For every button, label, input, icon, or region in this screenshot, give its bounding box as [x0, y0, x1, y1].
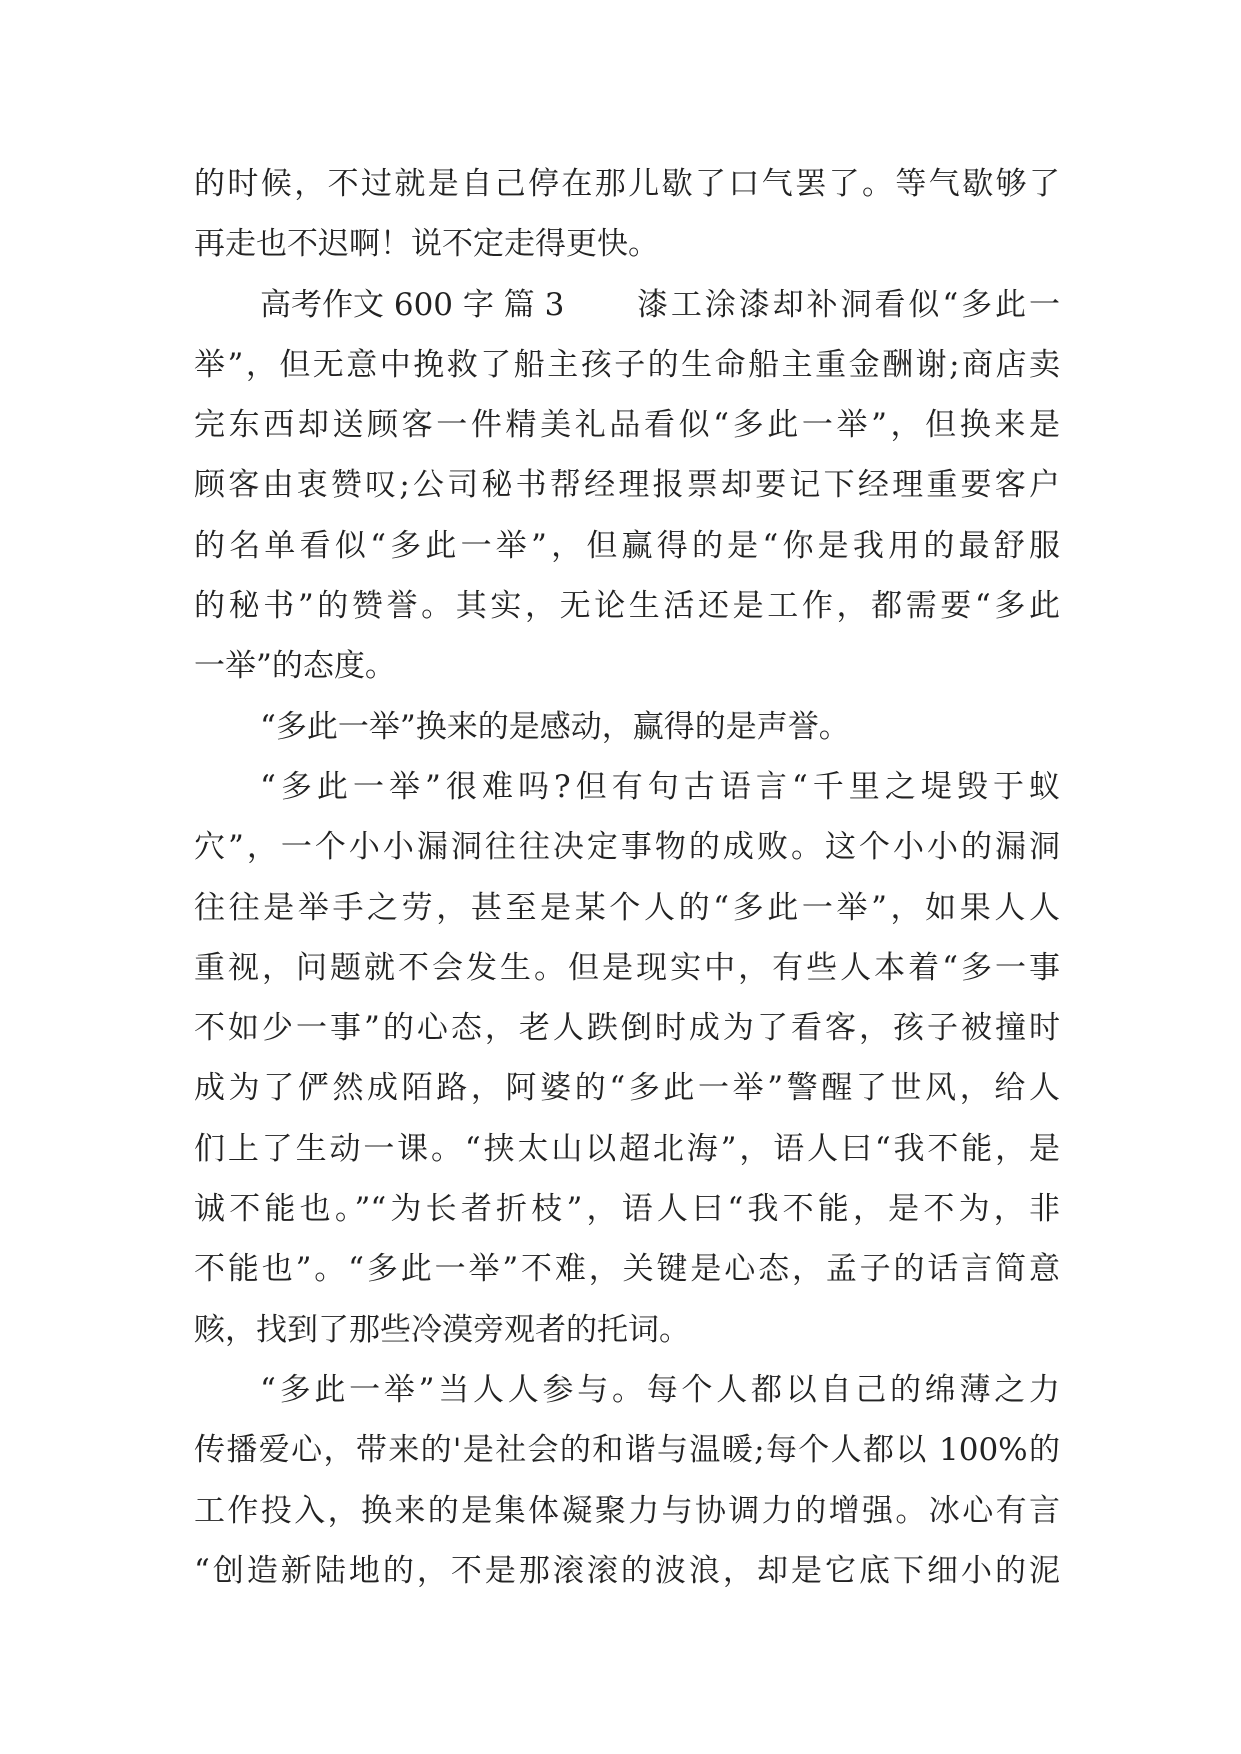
paragraph-lead-text: 漆工涂漆却补洞看似“多此一	[637, 286, 1060, 323]
text-line: 重视，问题就不会发生。但是现实中，有些人本着“多一事	[194, 949, 1060, 986]
text-line: 的名单看似“多此一举”，但赢得的是“你是我用的最舒服	[194, 527, 1060, 564]
text-line: 再走也不迟啊！说不定走得更快。	[194, 226, 659, 263]
paragraph	[194, 1360, 1060, 1601]
text-line: 的秘书”的赞誉。其实，无论生活还是工作，都需要“多此	[194, 588, 1060, 625]
text-line: 不能也”。“多此一举”不难，关键是心态，孟子的话言简意	[194, 1251, 1060, 1288]
text-line: 诚不能也。”“为长者折枝”，语人曰“我不能，是不为，非	[194, 1191, 1060, 1228]
essay-heading: 高考作文 600 字 篇 3	[260, 286, 565, 323]
text-line: “多此一举”换来的是感动，赢得的是声誉。	[260, 708, 850, 745]
text-line: 举”，但无意中挽救了船主孩子的生命船主重金酬谢;商店卖	[194, 346, 1060, 383]
text-line: 传播爱心，带来的'是社会的和谐与温暖;每个人都以 100%的	[194, 1432, 1060, 1469]
text-line: 一举”的态度。	[194, 648, 396, 685]
text-line: 穴”，一个小小漏洞往往决定事物的成败。这个小小的漏洞	[194, 829, 1060, 866]
text-line: “创造新陆地的，不是那滚滚的波浪，却是它底下细小的泥	[194, 1552, 1060, 1589]
text-line: “多此一举”当人人参与。每个人都以自己的绵薄之力	[260, 1371, 1060, 1408]
text-line: 不如少一事”的心态，老人跌倒时成为了看客，孩子被撞时	[194, 1010, 1060, 1047]
text-line: 往往是举手之劳，甚至是某个人的“多此一举”，如果人人	[194, 889, 1060, 926]
text-line: 赅，找到了那些冷漠旁观者的托词。	[194, 1311, 690, 1348]
text-line: 顾客由衷赞叹;公司秘书帮经理报票却要记下经理重要客户	[194, 467, 1060, 504]
text-line	[194, 275, 1060, 335]
paragraph	[194, 275, 1060, 697]
paragraph	[194, 757, 1060, 1360]
text-line: 完东西却送顾客一件精美礼品看似“多此一举”，但换来是	[194, 407, 1060, 444]
text-line: 的时候，不过就是自己停在那儿歇了口气罢了。等气歇够了	[194, 166, 1060, 202]
text-line: 工作投入，换来的是集体凝聚力与协调力的增强。冰心有言	[194, 1492, 1060, 1529]
paragraph	[194, 697, 1060, 757]
text-line: 们上了生动一课。“挟太山以超北海”，语人曰“我不能，是	[194, 1130, 1060, 1167]
paragraph	[194, 154, 1060, 275]
text-line: “多此一举”很难吗?但有句古语言“千里之堤毁于蚁	[260, 768, 1060, 805]
text-line: 成为了俨然成陌路，阿婆的“多此一举”警醒了世风，给人	[194, 1070, 1060, 1107]
document-body	[194, 154, 1060, 1601]
